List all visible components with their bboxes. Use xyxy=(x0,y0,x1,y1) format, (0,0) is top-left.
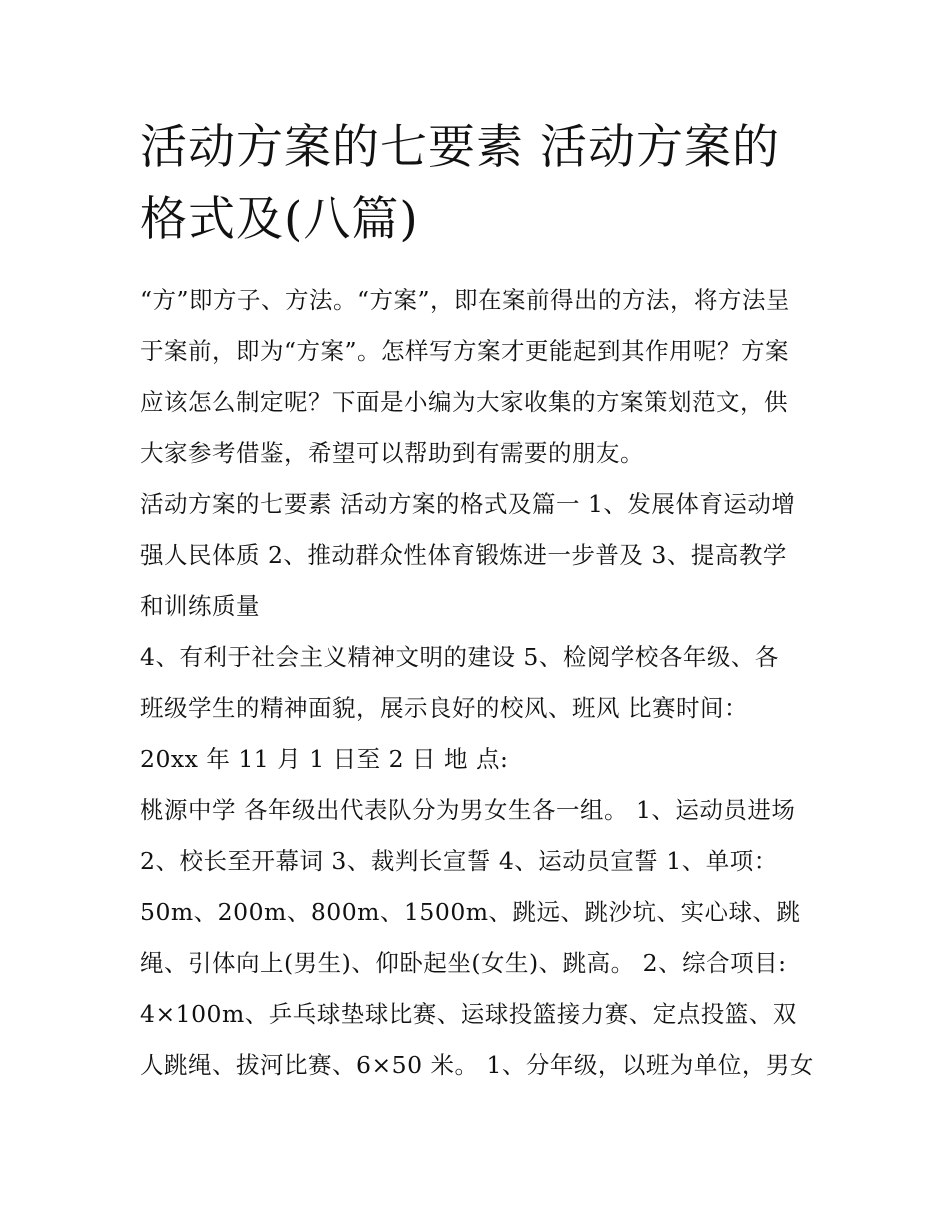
body-line: 4×100m、乒乓球垫球比赛、运球投篮接力赛、定点投篮、双 xyxy=(140,1000,797,1028)
body-line: 强人民体质 2、推动群众性体育锻炼进一步普及 3、提高教学 xyxy=(140,541,787,569)
body-line: 人跳绳、拔河比赛、6×50 米。 1、分年级，以班为单位，男女 xyxy=(140,1051,814,1079)
body-line: 于案前，即为“方案”。怎样写方案才更能起到其作用呢？方案 xyxy=(140,337,790,365)
body-line: 和训练质量 xyxy=(140,592,260,620)
document-title: 活动方案的七要素 活动方案的格式及(八篇) xyxy=(140,120,780,247)
body-line: 绳、引体向上(男生)、仰卧起坐(女生)、跳高。 2、综合项目: xyxy=(140,949,787,977)
body-line: 20xx 年 11 月 1 日至 2 日 地 点: xyxy=(140,745,509,773)
body-line: 活动方案的七要素 活动方案的格式及篇一 1、发展体育运动增 xyxy=(140,490,796,518)
body-line: 2、校长至开幕词 3、裁判长宣誓 4、运动员宣誓 1、单项： xyxy=(140,847,778,875)
body-line: 大家参考借鉴，希望可以帮助到有需要的朋友。 xyxy=(140,439,644,467)
body-line: 4、有利于社会主义精神文明的建设 5、检阅学校各年级、各 xyxy=(140,643,779,671)
body-line: 班级学生的精神面貌，展示良好的校风、班风 比赛时间： xyxy=(140,694,748,722)
body-line: 桃源中学 各年级出代表队分为男女生各一组。 1、运动员进场 xyxy=(140,796,796,824)
body-line: 50m、200m、800m、1500m、跳远、跳沙坑、实心球、跳 xyxy=(140,898,801,926)
body-line: “方”即方子、方法。“方案”，即在案前得出的方法，将方法呈 xyxy=(140,286,791,314)
body-line: 应该怎么制定呢？下面是小编为大家收集的方案策划范文，供 xyxy=(140,388,788,416)
